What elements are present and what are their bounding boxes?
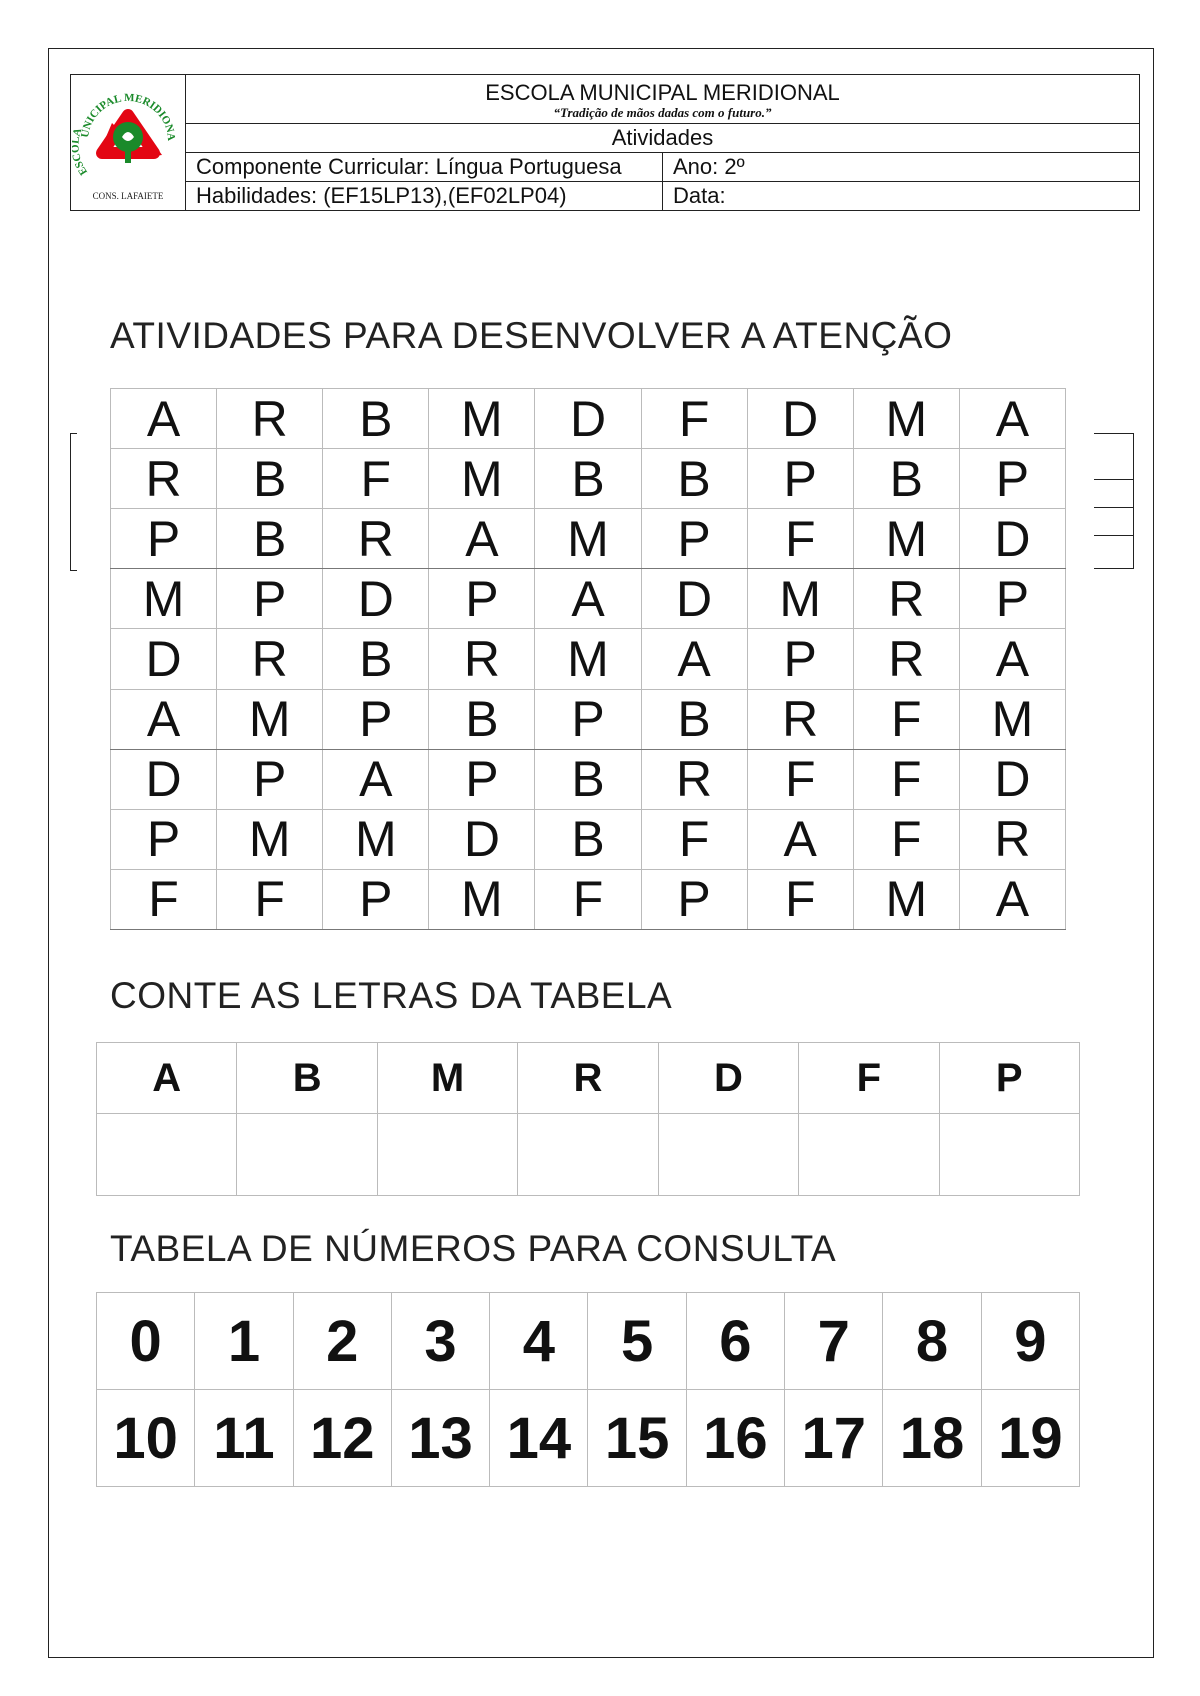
number-cell: 11 [195,1390,293,1487]
skills-codes: Habilidades: (EF15LP13),(EF02LP04) [186,182,663,211]
letter-cell: P [111,509,217,569]
number-cell: 16 [686,1390,784,1487]
letter-cell: D [959,509,1065,569]
number-cell: 17 [785,1390,883,1487]
number-cell: 3 [391,1293,489,1390]
letter-cell: P [217,569,323,629]
letter-grid [110,388,1066,930]
number-cell: 12 [293,1390,391,1487]
letter-cell: A [535,569,641,629]
letter-cell: P [429,749,535,809]
count-answer-cell[interactable] [97,1114,237,1196]
letter-grid-row [111,389,1066,449]
count-letter-header: B [237,1043,377,1114]
letter-cell: D [111,629,217,689]
letter-cell: D [323,569,429,629]
letter-cell: M [535,629,641,689]
number-cell: 9 [981,1293,1079,1390]
count-answer-cell[interactable] [518,1114,658,1196]
letter-cell: M [959,689,1065,749]
letter-cell: P [641,509,747,569]
letter-cell: P [959,449,1065,509]
number-cell: 19 [981,1390,1079,1487]
letter-cell: D [429,809,535,869]
logo-caption: CONS. LAFAIETE [92,191,164,201]
count-answer-cell[interactable] [658,1114,798,1196]
letter-cell: R [853,569,959,629]
letter-cell: R [747,689,853,749]
letter-cell: M [111,569,217,629]
letter-cell: D [535,389,641,449]
letter-cell: M [853,869,959,929]
number-row [97,1390,1080,1487]
school-name: ESCOLA MUNICIPAL MERIDIONAL [485,79,840,105]
count-letter-header: R [518,1043,658,1114]
letter-cell: F [853,749,959,809]
letter-cell: R [641,749,747,809]
letter-cell: A [959,389,1065,449]
letter-cell: M [429,389,535,449]
activity-title: Atividades [186,124,1140,153]
letter-cell: M [747,569,853,629]
number-cell: 2 [293,1293,391,1390]
letter-cell: M [853,389,959,449]
count-letter-header: A [97,1043,237,1114]
letter-cell: B [641,689,747,749]
letter-cell: P [535,689,641,749]
number-cell: 6 [686,1293,784,1390]
letter-cell: M [853,509,959,569]
number-cell: 10 [97,1390,195,1487]
letter-cell: A [429,509,535,569]
letter-cell: R [959,809,1065,869]
letter-cell: P [323,689,429,749]
letter-cell: F [535,869,641,929]
date-field[interactable]: Data: [663,182,1140,211]
number-cell: 14 [490,1390,588,1487]
logo-arc-text-top: UNICIPAL MERIDIONA [79,91,178,142]
letter-grid-row [111,689,1066,749]
letter-cell: F [853,689,959,749]
bracket-line [1094,507,1134,508]
letter-grid-row [111,449,1066,509]
count-answer-cell[interactable] [939,1114,1079,1196]
letter-cell: A [111,389,217,449]
number-cell: 18 [883,1390,981,1487]
count-letter-header: P [939,1043,1079,1114]
bracket-line [1094,535,1134,536]
number-cell: 4 [490,1293,588,1390]
letter-cell: B [853,449,959,509]
letter-grid-row [111,629,1066,689]
letter-cell: B [323,389,429,449]
number-reference-table [96,1292,1080,1487]
count-letter-header: F [799,1043,939,1114]
letter-grid-row [111,509,1066,569]
number-cell: 13 [391,1390,489,1487]
letter-cell: R [323,509,429,569]
letter-cell: P [641,869,747,929]
number-cell: 0 [97,1293,195,1390]
letter-cell: M [429,449,535,509]
left-bracket-decoration [70,433,77,571]
right-bracket-decoration [1094,433,1134,569]
letter-grid-row [111,809,1066,869]
letter-cell: P [747,449,853,509]
letter-cell: D [111,749,217,809]
letter-cell: R [853,629,959,689]
letter-cell: R [111,449,217,509]
letter-cell: F [323,449,429,509]
letter-cell: D [959,749,1065,809]
number-cell: 5 [588,1293,686,1390]
letter-cell: F [747,869,853,929]
letter-cell: D [747,389,853,449]
letter-cell: B [535,449,641,509]
number-cell: 1 [195,1293,293,1390]
letter-cell: A [959,629,1065,689]
letter-cell: F [641,809,747,869]
count-section-title: CONTE AS LETRAS DA TABELA [110,975,673,1016]
letter-count-table [96,1042,1080,1196]
curricular-component: Componente Curricular: Língua Portuguesa [186,153,663,182]
letter-cell: B [535,809,641,869]
count-letter-header: M [377,1043,517,1114]
letter-grid-row [111,569,1066,629]
letter-cell: A [323,749,429,809]
letter-cell: B [641,449,747,509]
attention-section-title: ATIVIDADES PARA DESENVOLVER A ATENÇÃO [110,315,953,356]
header-table [70,74,1140,211]
letter-cell: R [217,389,323,449]
logo-arc-text-left: ES [72,159,90,178]
letter-cell: B [535,749,641,809]
letter-cell: P [429,569,535,629]
letter-cell: M [323,809,429,869]
number-cell: 8 [883,1293,981,1390]
count-answer-cell[interactable] [377,1114,517,1196]
letter-cell: P [323,869,429,929]
school-slogan: “Tradição de mãos dadas com o futuro.” [553,104,772,120]
school-logo-cell [71,75,186,211]
number-cell: 15 [588,1390,686,1487]
count-answer-cell[interactable] [237,1114,377,1196]
letter-grid-row [111,869,1066,929]
bracket-line [1094,479,1134,480]
letter-cell: F [747,509,853,569]
letter-cell: P [217,749,323,809]
school-logo [72,75,184,205]
letter-cell: F [641,389,747,449]
letter-cell: A [641,629,747,689]
letter-cell: P [959,569,1065,629]
school-year: Ano: 2º [663,153,1140,182]
letter-cell: M [429,869,535,929]
letter-cell: B [217,509,323,569]
letter-cell: F [747,749,853,809]
letter-cell: M [217,809,323,869]
letter-cell: R [217,629,323,689]
number-row [97,1293,1080,1390]
letter-cell: F [853,809,959,869]
school-name-cell [186,75,1140,124]
letter-cell: F [111,869,217,929]
letter-cell: M [535,509,641,569]
letter-cell: B [429,689,535,749]
count-letter-header: D [658,1043,798,1114]
letter-cell: P [111,809,217,869]
count-answer-cell[interactable] [799,1114,939,1196]
letter-cell: R [429,629,535,689]
letter-cell: A [747,809,853,869]
numbers-section-title: TABELA DE NÚMEROS PARA CONSULTA [110,1228,837,1269]
number-cell: 7 [785,1293,883,1390]
letter-cell: F [217,869,323,929]
letter-cell: B [323,629,429,689]
letter-cell: A [959,869,1065,929]
letter-cell: D [641,569,747,629]
letter-cell: B [217,449,323,509]
letter-cell: A [111,689,217,749]
letter-cell: M [217,689,323,749]
letter-grid-row [111,749,1066,809]
letter-cell: P [747,629,853,689]
